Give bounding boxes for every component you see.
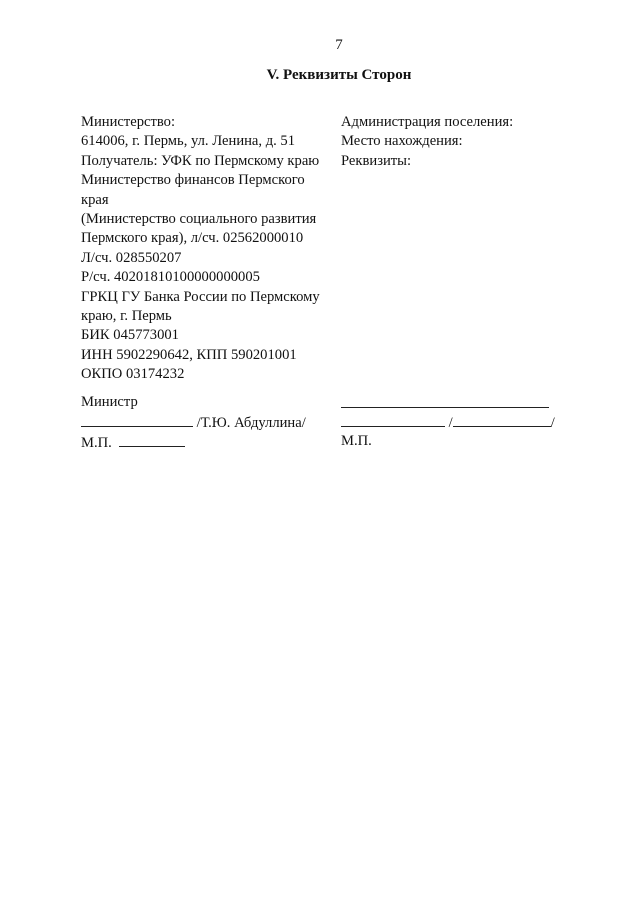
stamp-row [81,432,336,451]
stamp-row [341,432,571,451]
right-detail-line: Администрация поселения: [341,114,514,130]
signature-line-row [81,412,336,431]
slash-mid: / [448,415,453,432]
stamp-label: М.П. [81,434,112,451]
page-number: 7 [335,37,343,53]
org-name-line-row [341,393,571,412]
signature-line-row [341,412,571,431]
left-detail-line: ИНН 5902290642, КПП 590201001 [81,346,297,363]
left-detail-line: Пермского края), л/сч. 02562000010 [81,230,304,247]
right-party-details [341,113,571,171]
left-signature-block [81,393,336,451]
right-detail-line: Место нахождения: [341,133,463,150]
signer-name: /Т.Ю. Абдуллина/ [196,415,306,432]
left-detail-line: Получатель: УФК по Пермскому краю [81,152,320,169]
stamp-label: М.П. [341,432,372,449]
right-detail-line: Реквизиты: [341,152,412,169]
right-signature-block [341,393,571,451]
left-detail-line: края [81,191,109,208]
section-title: V. Реквизиты Сторон [266,67,412,83]
left-detail-line: ГРКЦ ГУ Банка России по Пермскому [81,288,320,305]
signature-blank [81,412,193,427]
left-detail-line: БИК 045773001 [81,327,179,344]
left-detail-line: краю, г. Пермь [81,308,172,325]
org-name-blank [341,393,549,408]
signer-title: Министр [81,394,138,410]
left-detail-line: Министерство финансов Пермского [81,172,305,189]
left-detail-line: Л/сч. 028550207 [81,249,182,266]
slash-end: / [550,415,555,432]
left-detail-line: Р/сч. 40201810100000000005 [81,269,260,286]
name-blank [453,412,551,427]
left-detail-line: Министерство: [81,114,176,130]
left-detail-line: (Министерство социального развития [81,211,317,228]
left-party-details [81,113,336,385]
stamp-blank [119,432,185,447]
signature-blank [341,412,445,427]
left-detail-line: ОКПО 03174232 [81,366,185,383]
left-detail-line: 614006, г. Пермь, ул. Ленина, д. 51 [81,133,296,150]
